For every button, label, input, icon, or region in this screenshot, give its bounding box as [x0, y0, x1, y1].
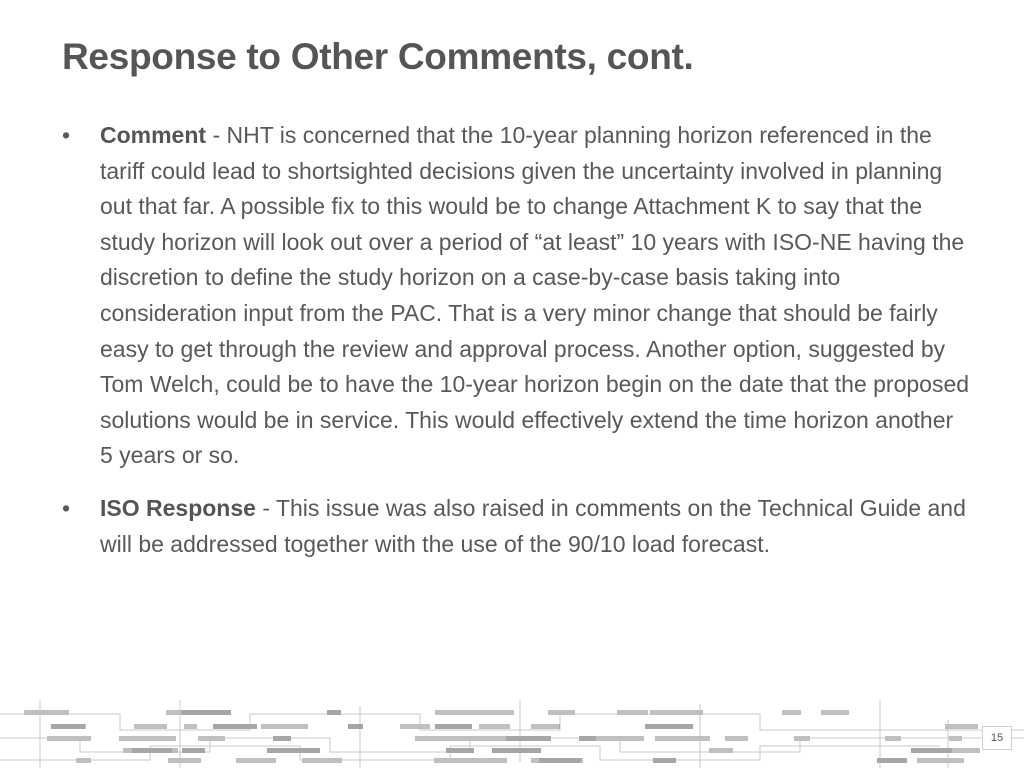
circuit-block	[548, 710, 575, 715]
circuit-block	[166, 710, 181, 715]
circuit-block	[531, 724, 559, 729]
circuit-block	[134, 724, 167, 729]
circuit-block	[168, 758, 201, 763]
circuit-block	[47, 736, 91, 741]
circuit-block	[184, 724, 197, 729]
circuit-block	[264, 758, 276, 763]
circuit-block	[952, 748, 980, 753]
circuit-block	[885, 736, 901, 741]
bullet-marker: •	[62, 122, 71, 148]
circuit-block	[174, 710, 231, 715]
circuit-block	[132, 748, 172, 753]
circuit-block	[725, 736, 748, 741]
circuit-block	[709, 748, 733, 753]
bullet-list	[62, 118, 972, 579]
circuit-block	[782, 710, 801, 715]
circuit-block	[446, 748, 474, 753]
circuit-block	[652, 710, 696, 715]
circuit-board-decoration	[0, 700, 1024, 768]
circuit-block	[119, 736, 176, 741]
comment-text: - NHT is concerned that the 10-year planning horizon referenced in the tariff could lead to shortsighted decisions given the uncertainty involved in planning out that far. A possible fix to this would be to change Attachment K to say that the study horizon will look out over a period of “at least” 10 years with ISO-NE having the discretion to define the study horizon on a case-by-case basis taking into consideration input from the PAC. That is a very minor change that should be fairly easy to get through the review and approval process. Another option, suggested by Tom Welch, could be to have the 10-year horizon begin on the date that the proposed solutions would be in service. This would effectively extend the time horizon another 5 years or so.	[100, 122, 970, 469]
circuit-block	[435, 710, 493, 715]
circuit-block	[794, 736, 810, 741]
circuit-block	[917, 758, 964, 763]
iso-response-label: ISO Response	[100, 494, 256, 521]
circuit-block	[945, 724, 978, 729]
iso-response-text: - This issue was also raised in comments on the Technical Guide and will be addressed together with the use of the 90/10 load forecast.	[100, 494, 966, 557]
circuit-block	[539, 758, 581, 763]
circuit-block	[492, 748, 541, 753]
slide-title: Response to Other Comments, cont.	[62, 36, 694, 77]
circuit-block	[273, 724, 300, 729]
iso-response-bullet	[62, 491, 972, 562]
circuit-block	[453, 758, 507, 763]
circuit-block	[579, 736, 595, 741]
comment-label: Comment	[100, 122, 207, 148]
circuit-block	[51, 724, 85, 729]
circuit-block	[182, 748, 205, 753]
circuit-block	[653, 758, 676, 763]
circuit-block	[949, 736, 962, 741]
circuit-block	[821, 710, 849, 715]
circuit-block	[645, 724, 693, 729]
circuit-block	[655, 736, 710, 741]
circuit-block	[348, 724, 363, 729]
page-number: 15	[982, 726, 1012, 750]
circuit-block	[273, 736, 291, 741]
circuit-block	[435, 724, 472, 729]
circuit-block	[327, 710, 341, 715]
circuit-block	[877, 758, 907, 763]
circuit-block	[400, 724, 430, 729]
circuit-block	[76, 758, 91, 763]
circuit-block	[617, 710, 648, 715]
circuit-block	[596, 736, 644, 741]
circuit-block	[479, 724, 510, 729]
circuit-block	[451, 736, 506, 741]
circuit-block	[302, 758, 342, 763]
circuit-block	[267, 748, 320, 753]
bullet-marker: •	[62, 494, 71, 521]
circuit-block	[198, 736, 225, 741]
circuit-block	[24, 710, 69, 715]
comment-bullet	[62, 118, 972, 474]
circuit-block	[213, 724, 257, 729]
